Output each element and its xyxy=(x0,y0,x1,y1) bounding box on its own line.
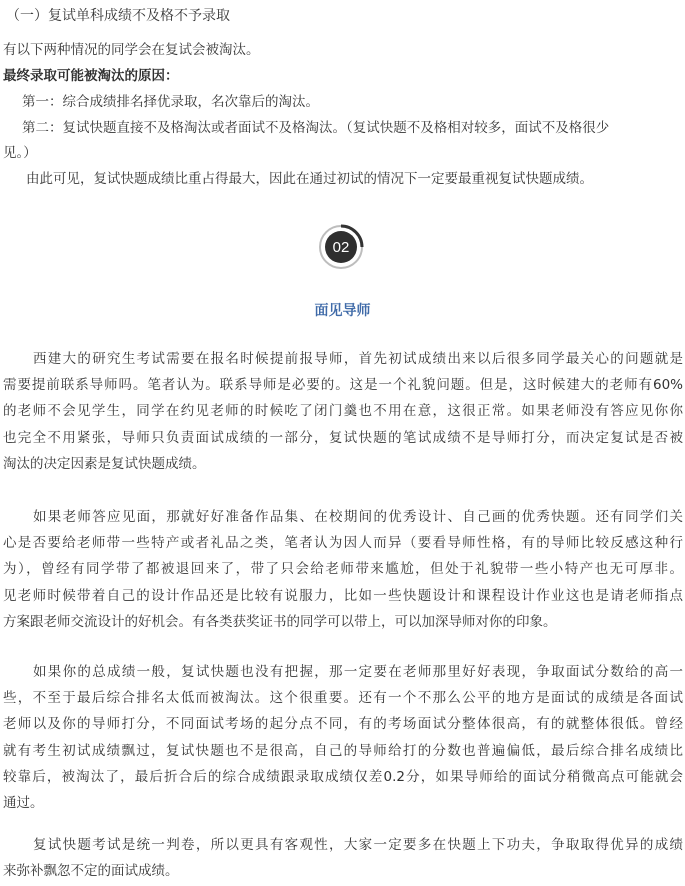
paragraph-line: 通过。 xyxy=(3,794,44,811)
paragraph-line: 也完全不用紧张，导师只负责面试成绩的一部分，复试快题的笔试成绩不是导师打分，而决定复试是否被 xyxy=(3,429,683,446)
paragraph-line: 来弥补飘忽不定的面试成绩。 xyxy=(3,863,179,880)
paragraph-line: 需要提前联系导师吗。笔者认为。联系导师是必要的。这是一个礼貌问题。但是，这时候建大的老师有60% xyxy=(3,377,683,394)
paragraph-line: 如果你的总成绩一般，复试快题也没有把握，那一定要在老师那里好好表现，争取面试分数给的高一 xyxy=(33,664,683,680)
paragraph-line: 的老师不会见学生，同学在约见老师的时候吃了闭门羹也不用在意，这很正常。如果老师没有答应见你你 xyxy=(3,403,683,420)
paragraph-line: 些，不至于最后综合排名太低而被淘汰。这个很重要。还有一个不那么公平的地方是面试的成绩是各面试 xyxy=(3,690,683,707)
paragraph-line: 方案跟老师交流设计的好机会。有各类获奖证书的同学可以带上，可以加深导师对你的印象。 xyxy=(3,613,557,630)
paragraph-4 xyxy=(3,832,683,884)
paragraph-line: 复试快题考试是统一判卷，所以更具有客观性，大家一定要多在快题上下功夫，争取取得优异的成绩 xyxy=(33,837,683,853)
paragraph-line: 就有考生初试成绩飘过，复试快题也不是很高，自己的导师给打的分数也普遍偏低，最后综合排名成绩比 xyxy=(3,742,683,759)
section-number-badge xyxy=(318,224,364,270)
section-heading-meet-advisor: 面见导师 xyxy=(314,303,371,319)
reason-1: 第一：综合成绩排名择优录取，名次靠后的淘汰。 xyxy=(22,94,319,110)
paragraph-1 xyxy=(3,346,683,477)
paragraph-2 xyxy=(3,504,683,635)
paragraph-line: 如果老师答应见面，那就好好准备作品集、在校期间的优秀设计、自己画的优秀快题。还有同学们关 xyxy=(33,509,683,525)
reason-2: 第二：复试快题直接不及格淘汰或者面试不及格淘汰。（复试快题不及格相对较多，面试不及格很少 xyxy=(22,120,610,136)
paragraph-line: 老师以及你的导师打分，不同面试考场的起分点不同，有的考场面试分整体很高，有的就整体很低。曾经 xyxy=(3,716,683,733)
paragraph-line: 西建大的研究生考试需要在报名时候提前报导师，首先初试成绩出来以后很多同学最关心的问题就是 xyxy=(33,351,683,367)
conclusion-text: 由此可见，复试快题成绩比重占得最大，因此在通过初试的情况下一定要最重视复试快题成绩。 xyxy=(26,171,593,187)
reasons-heading: 最终录取可能被淘汰的原因： xyxy=(3,68,179,84)
badge-number: 02 xyxy=(332,239,350,256)
reason-2-continued: 见。） xyxy=(3,145,37,161)
section-title: （一）复试单科成绩不及格不予录取 xyxy=(6,8,230,24)
paragraph-3 xyxy=(3,659,683,816)
paragraph-line: 心是否要给老师带一些特产或者礼品之类，笔者认为因人而异（要看导师性格，有的导师比较反感这种行 xyxy=(3,535,683,552)
paragraph-line: 见老师时候带着自己的设计作品还是比较有说服力，比如一些快题设计和课程设计作业这也是请老师指点 xyxy=(3,587,683,604)
paragraph-line: 较靠后，被淘汰了，最后折合后的综合成绩跟录取成绩仅差0.2分，如果导师给的面试分稍微高点可能就会 xyxy=(3,768,683,785)
paragraph-line: 淘汰的决定因素是复试快题成绩。 xyxy=(3,455,206,472)
intro-text: 有以下两种情况的同学会在复试会被淘汰。 xyxy=(3,42,260,58)
paragraph-line: 为），曾经有同学带了都被退回来了，带了只会给老师带来尴尬，但处于礼貌带一些小特产也无可厚非。 xyxy=(3,561,683,578)
